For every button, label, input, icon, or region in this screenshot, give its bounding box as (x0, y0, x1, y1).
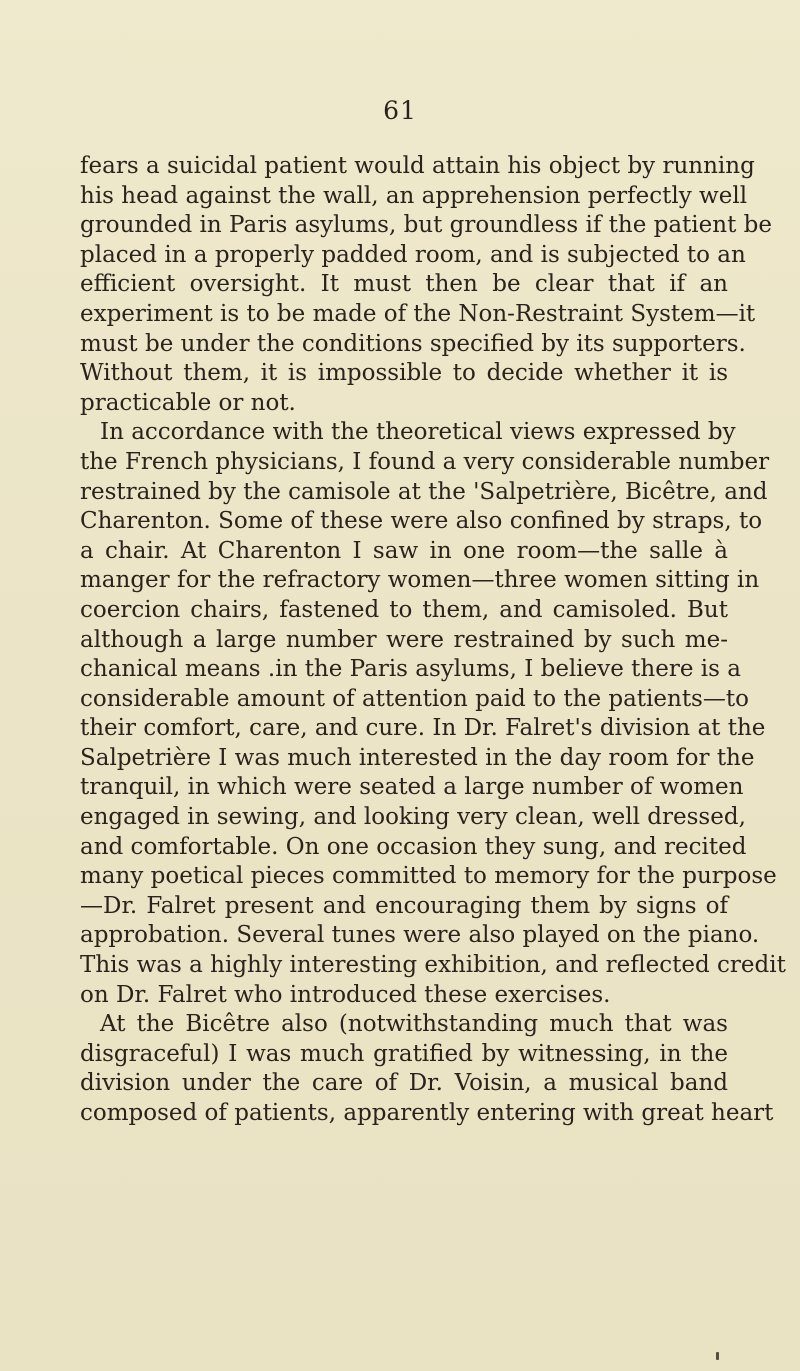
text-line: restrained by the camisole at the 'Salpetrière, Bicêtre, and (80, 478, 768, 505)
text-line: a chair. At Charenton I saw in one room—the salle à (80, 537, 728, 564)
text-line: engaged in sewing, and looking very clean, well dressed, (80, 804, 746, 831)
text-line: Without them, it is impossible to decide whether it is (80, 360, 728, 387)
body-text (80, 152, 786, 1129)
text-line: their comfort, care, and cure. In Dr. Falret's division at the (80, 715, 766, 742)
text-line: tranquil, in which were seated a large number of women (80, 774, 744, 801)
text-line: many poetical pieces committed to memory for the purpose (80, 863, 777, 890)
text-line: Salpetrière I was much interested in the day room for the (80, 744, 755, 771)
text-line: efficient oversight. It must then be clear that if an (80, 271, 728, 298)
text-line: considerable amount of attention paid to the patients—to (80, 685, 749, 712)
text-line: chanical means .in the Paris asylums, I believe there is a (80, 656, 741, 683)
text-line: grounded in Paris asylums, but groundless if the patient be (80, 212, 772, 239)
paper-speck (716, 1352, 719, 1360)
text-line: practicable or not. (80, 389, 296, 416)
text-line: This was a highly interesting exhibition, and reflected credit (80, 952, 786, 979)
text-line: At the Bicêtre also (notwithstanding much that was (100, 1011, 728, 1038)
text-line: and comfortable. On one occasion they sung, and recited (80, 833, 747, 860)
text-line: coercion chairs, fastened to them, and camisoled. But (80, 596, 728, 623)
page-number: 61 (383, 96, 417, 125)
text-line: the French physicians, I found a very considerable number (80, 448, 770, 475)
text-line: division under the care of Dr. Voisin, a musical band (80, 1070, 728, 1097)
text-line: Charenton. Some of these were also confined by straps, to (80, 508, 763, 535)
text-line: his head against the wall, an apprehension perfectly well (80, 182, 748, 209)
text-line: manger for the refractory women—three women sitting in (80, 567, 760, 594)
text-line: disgraceful) I was much gratified by witnessing, in the (80, 1040, 728, 1067)
text-line: —Dr. Falret present and encouraging them by signs of (80, 892, 728, 919)
text-line: composed of patients, apparently entering with great heart (80, 1100, 774, 1126)
text-line: approbation. Several tunes were also played on the piano. (80, 922, 760, 949)
text-line: experiment is to be made of the Non-Restraint System—it (80, 300, 756, 327)
text-line: In accordance with the theoretical views expressed by (100, 419, 736, 446)
text-line: fears a suicidal patient would attain his object by running (80, 153, 755, 179)
text-line: placed in a properly padded room, and is subjected to an (80, 241, 746, 268)
text-line: although a large number were restrained by such me- (80, 626, 728, 653)
text-line: must be under the conditions specified by its supporters. (80, 330, 746, 357)
text-line: on Dr. Falret who introduced these exercises. (80, 981, 611, 1008)
